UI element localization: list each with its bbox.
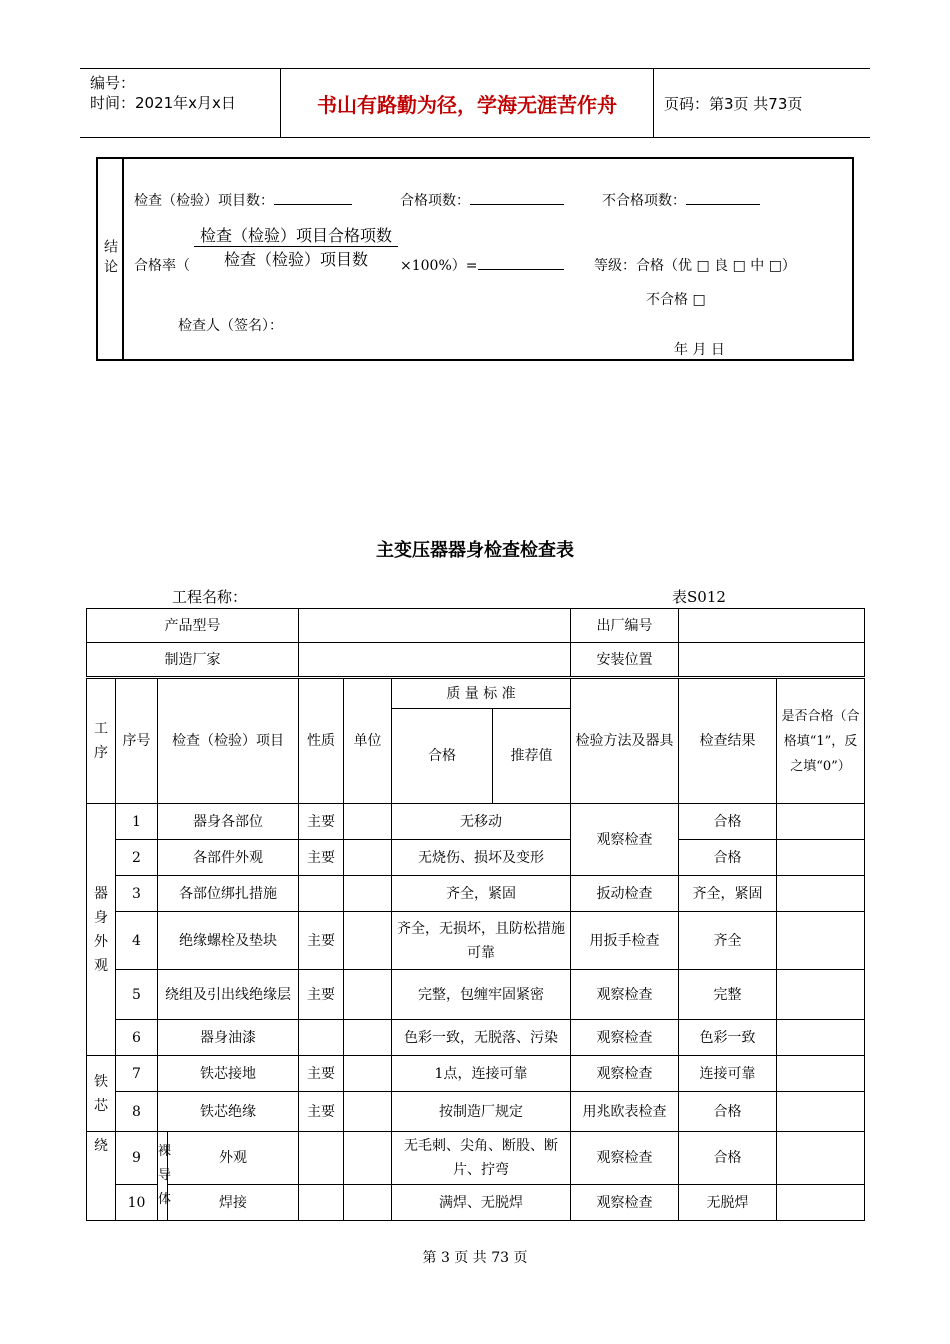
row-unit [344,804,392,840]
info-value[interactable] [299,609,571,643]
info-value[interactable] [299,643,571,677]
row-no: 2 [116,840,158,876]
col-recommended: 推荐值 [493,709,571,804]
row-flag[interactable] [777,1056,865,1092]
sub-group-label: 裸导体 [158,1132,168,1221]
grade-label: 等级：合格（优 □ 良 □ 中 □） [594,258,796,274]
rate-numerator: 检查（检验）项目合格项数 [194,223,398,247]
info-value[interactable] [679,609,865,643]
inspector-label: 检查人（签名）： [178,318,283,334]
row-flag[interactable] [777,840,865,876]
row-result[interactable]: 合格 [679,1092,777,1132]
row-unit [344,1020,392,1056]
row-std: 1点，连接可靠 [392,1056,571,1092]
header-row [87,679,865,709]
items-label: 检查（检验）项目数： [134,193,274,209]
row-unit [344,1092,392,1132]
info-label: 安装位置 [571,643,679,677]
row-unit [344,912,392,970]
col-unit: 单位 [344,679,392,804]
col-is-qualified: 是否合格（合格填“1”，反之填“0”） [777,679,865,804]
row-nature: 主要 [299,1092,344,1132]
conclusion-side-label: 结论 [98,159,124,359]
row-item: 绕组及引出线绝缘层 [158,970,299,1020]
table-row [87,1185,865,1221]
row-std: 完整，包缠牢固紧密 [392,970,571,1020]
row-flag[interactable] [777,804,865,840]
time-label: 时间：2021年x月x日 [90,94,236,112]
col-seq: 序号 [116,679,158,804]
rate-label: 合格率（ [134,258,190,274]
row-result[interactable]: 完整 [679,970,777,1020]
qualified-label: 合格项数： [400,193,470,209]
table-row [87,1132,865,1185]
row-nature [299,1132,344,1185]
row-item: 焊接 [168,1185,299,1221]
row-result[interactable]: 合格 [679,804,777,840]
row-result[interactable]: 合格 [679,840,777,876]
table-row [87,1020,865,1056]
unqualified-label: 不合格项数： [602,193,686,209]
rate-result-field [400,255,564,275]
row-method: 观察检查 [571,970,679,1020]
inspection-table-body [86,678,865,1221]
row-std: 齐全，无损坏，且防松措施可靠 [392,912,571,970]
rate-denominator: 检查（检验）项目数 [223,250,368,269]
row-unit [344,840,392,876]
qualified-count-field [400,190,564,210]
row-method: 观察检查 [571,1132,679,1185]
row-flag[interactable] [777,1132,865,1185]
group-label: 器身外观 [87,804,116,1056]
table-row [87,912,865,970]
table-row [87,840,865,876]
col-nature: 性质 [299,679,344,804]
row-item: 各部件外观 [158,840,299,876]
page-footer: 第 3 页 共 73 页 [422,1250,528,1266]
row-nature [299,876,344,912]
table-row [87,1056,865,1092]
row-nature [299,1185,344,1221]
info-value[interactable] [679,643,865,677]
row-item: 器身油漆 [158,1020,299,1056]
number-label: 编号： [90,74,136,92]
group-label: 铁芯 [87,1056,116,1132]
col-method: 检验方法及器具 [571,679,679,804]
rate-suffix: ×100%）= [400,258,478,274]
row-flag[interactable] [777,1185,865,1221]
info-row [87,643,865,677]
row-unit [344,1132,392,1185]
col-result: 检查结果 [679,679,777,804]
fail-label: 不合格 □ [646,292,706,308]
table-row [87,804,865,840]
row-result[interactable]: 连接可靠 [679,1056,777,1092]
row-no: 5 [116,970,158,1020]
items-count-field [134,190,352,210]
row-result[interactable]: 无脱焊 [679,1185,777,1221]
row-item: 绝缘螺栓及垫块 [158,912,299,970]
table-row [87,876,865,912]
project-label: 工程名称： [172,588,248,606]
form-title: 主变压器器身检查检查表 [376,540,574,561]
qualified-count-blank[interactable] [470,190,564,205]
row-flag[interactable] [777,876,865,912]
row-std: 无移动 [392,804,571,840]
row-unit [344,1185,392,1221]
row-std: 满焊、无脱焊 [392,1185,571,1221]
row-method: 观察检查 [571,1020,679,1056]
table-row [87,970,865,1020]
row-no: 8 [116,1092,158,1132]
row-item: 铁芯绝缘 [158,1092,299,1132]
unqualified-count-blank[interactable] [686,190,760,205]
row-result[interactable]: 齐全 [679,912,777,970]
info-label: 出厂编号 [571,609,679,643]
col-quality-std: 质 量 标 准 [392,679,571,709]
col-qualified: 合格 [392,709,493,804]
rate-result-blank[interactable] [478,255,564,270]
row-std: 按制造厂规定 [392,1092,571,1132]
row-method: 用兆欧表检查 [571,1092,679,1132]
col-process: 工序 [87,679,116,804]
group-label: 绕 [87,1132,116,1221]
row-flag[interactable] [777,1020,865,1056]
info-row [87,609,865,643]
row-flag[interactable] [777,912,865,970]
row-result[interactable]: 齐全，紧固 [679,876,777,912]
table-row [87,1092,865,1132]
row-flag[interactable] [777,970,865,1020]
row-std: 无烧伤、损坏及变形 [392,840,571,876]
row-no: 10 [116,1185,158,1221]
items-count-blank[interactable] [274,190,352,205]
row-std: 色彩一致，无脱落、污染 [392,1020,571,1056]
row-no: 4 [116,912,158,970]
page-info: 页码：第3页 共73页 [664,94,803,113]
conclusion-box [96,157,854,361]
motto: 书山有路勤为径，学海无涯苦作舟 [280,69,654,137]
unqualified-count-field [602,190,760,210]
info-label: 产品型号 [87,609,299,643]
row-nature: 主要 [299,912,344,970]
row-no: 9 [116,1132,158,1185]
row-method: 扳动检查 [571,876,679,912]
row-no: 7 [116,1056,158,1092]
row-no: 6 [116,1020,158,1056]
table-code: 表S012 [672,588,726,606]
page-header [80,68,870,138]
row-nature [299,1020,344,1056]
row-result[interactable]: 合格 [679,1132,777,1185]
row-std: 无毛刺、尖角、断股、断片、拧弯 [392,1132,571,1185]
row-method: 观察检查 [571,1056,679,1092]
inspection-table [86,608,865,677]
row-nature: 主要 [299,1056,344,1092]
row-unit [344,970,392,1020]
header-meta [80,69,280,137]
row-flag[interactable] [777,1092,865,1132]
row-unit [344,876,392,912]
row-nature: 主要 [299,840,344,876]
info-label: 制造厂家 [87,643,299,677]
date-label: 年 月 日 [674,342,725,358]
row-unit [344,1056,392,1092]
row-no: 3 [116,876,158,912]
row-no: 1 [116,804,158,840]
row-std: 齐全，紧固 [392,876,571,912]
row-item: 各部位绑扎措施 [158,876,299,912]
row-item: 铁芯接地 [158,1056,299,1092]
row-item: 器身各部位 [158,804,299,840]
row-method: 用扳手检查 [571,912,679,970]
row-item: 外观 [168,1132,299,1185]
row-method: 观察检查 [571,1185,679,1221]
row-result[interactable]: 色彩一致 [679,1020,777,1056]
col-item: 检查（检验）项目 [158,679,299,804]
row-method: 观察检查 [571,804,679,876]
row-nature: 主要 [299,804,344,840]
row-nature: 主要 [299,970,344,1020]
